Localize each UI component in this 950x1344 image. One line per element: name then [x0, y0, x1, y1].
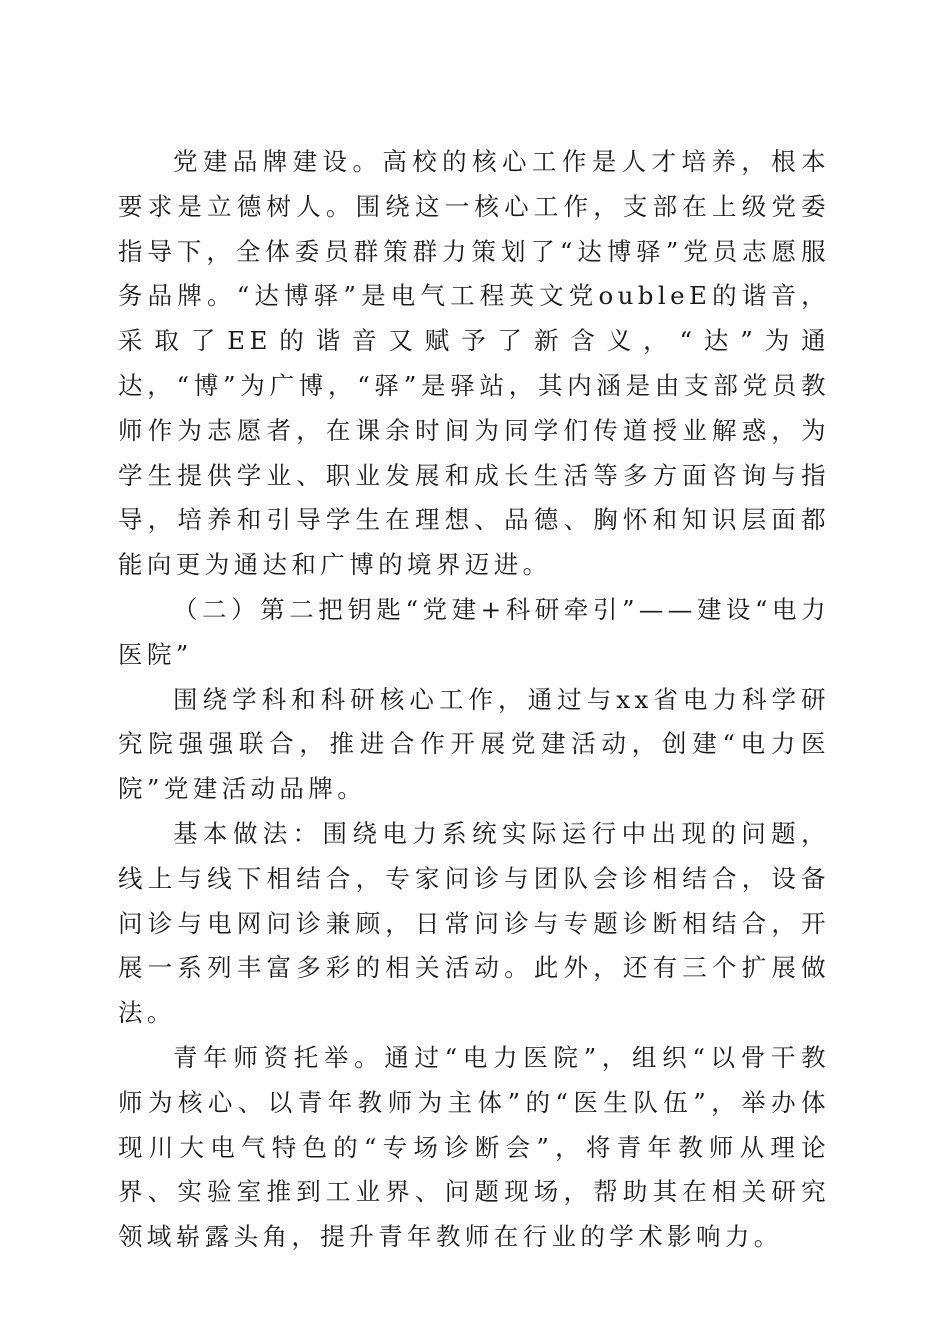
- document-body: [118, 140, 830, 1260]
- paragraph-party-brand: 党建品牌建设。高校的核心工作是人才培养，根本要求是立德树人。围绕这一核心工作，支部在上级党委指导下，全体委员群策群力策划了“达博驿”党员志愿服务品牌。“达博驿”是电气工程英文党oubleE的谐音，采取了EE的谐音又赋予了新含义，“达”为通达，“博”为广博，“驿”是驿站，其内涵是由支部党员教师作为志愿者，在课余时间为同学们传道授业解惑，为学生提供学业、职业发展和成长生活等多方面咨询与指导，培养和引导学生在理想、品德、胸怀和知识层面都能向更为通达和广博的境界迈进。: [118, 147, 830, 580]
- paragraph-young-faculty: 青年师资托举。通过“电力医院”，组织“以骨干教师为核心、以青年教师为主体”的“医生队伍”，举办体现川大电气特色的“专场诊断会”，将青年教师从理论界、实验室推到工业界、问题现场，帮助其在相关研究领域崭露头角，提升青年教师在行业的学术影响力。: [118, 1042, 830, 1252]
- paragraph-basic-approach: 基本做法：围绕电力系统实际运行中出现的问题，线上与线下相结合，专家问诊与团队会诊相结合，设备问诊与电网问诊兼顾，日常问诊与专题诊断相结合，开展一系列丰富多彩的相关活动。此外，还有三个扩展做法。: [118, 818, 830, 1028]
- section-heading-second-key: （二）第二把钥匙“党建+科研牵引”——建设“电力医院”: [118, 594, 830, 669]
- paragraph-research-cooperation: 围绕学科和科研核心工作，通过与xx省电力科学研究院强强联合，推进合作开展党建活动，创建“电力医院”党建活动品牌。: [118, 684, 830, 804]
